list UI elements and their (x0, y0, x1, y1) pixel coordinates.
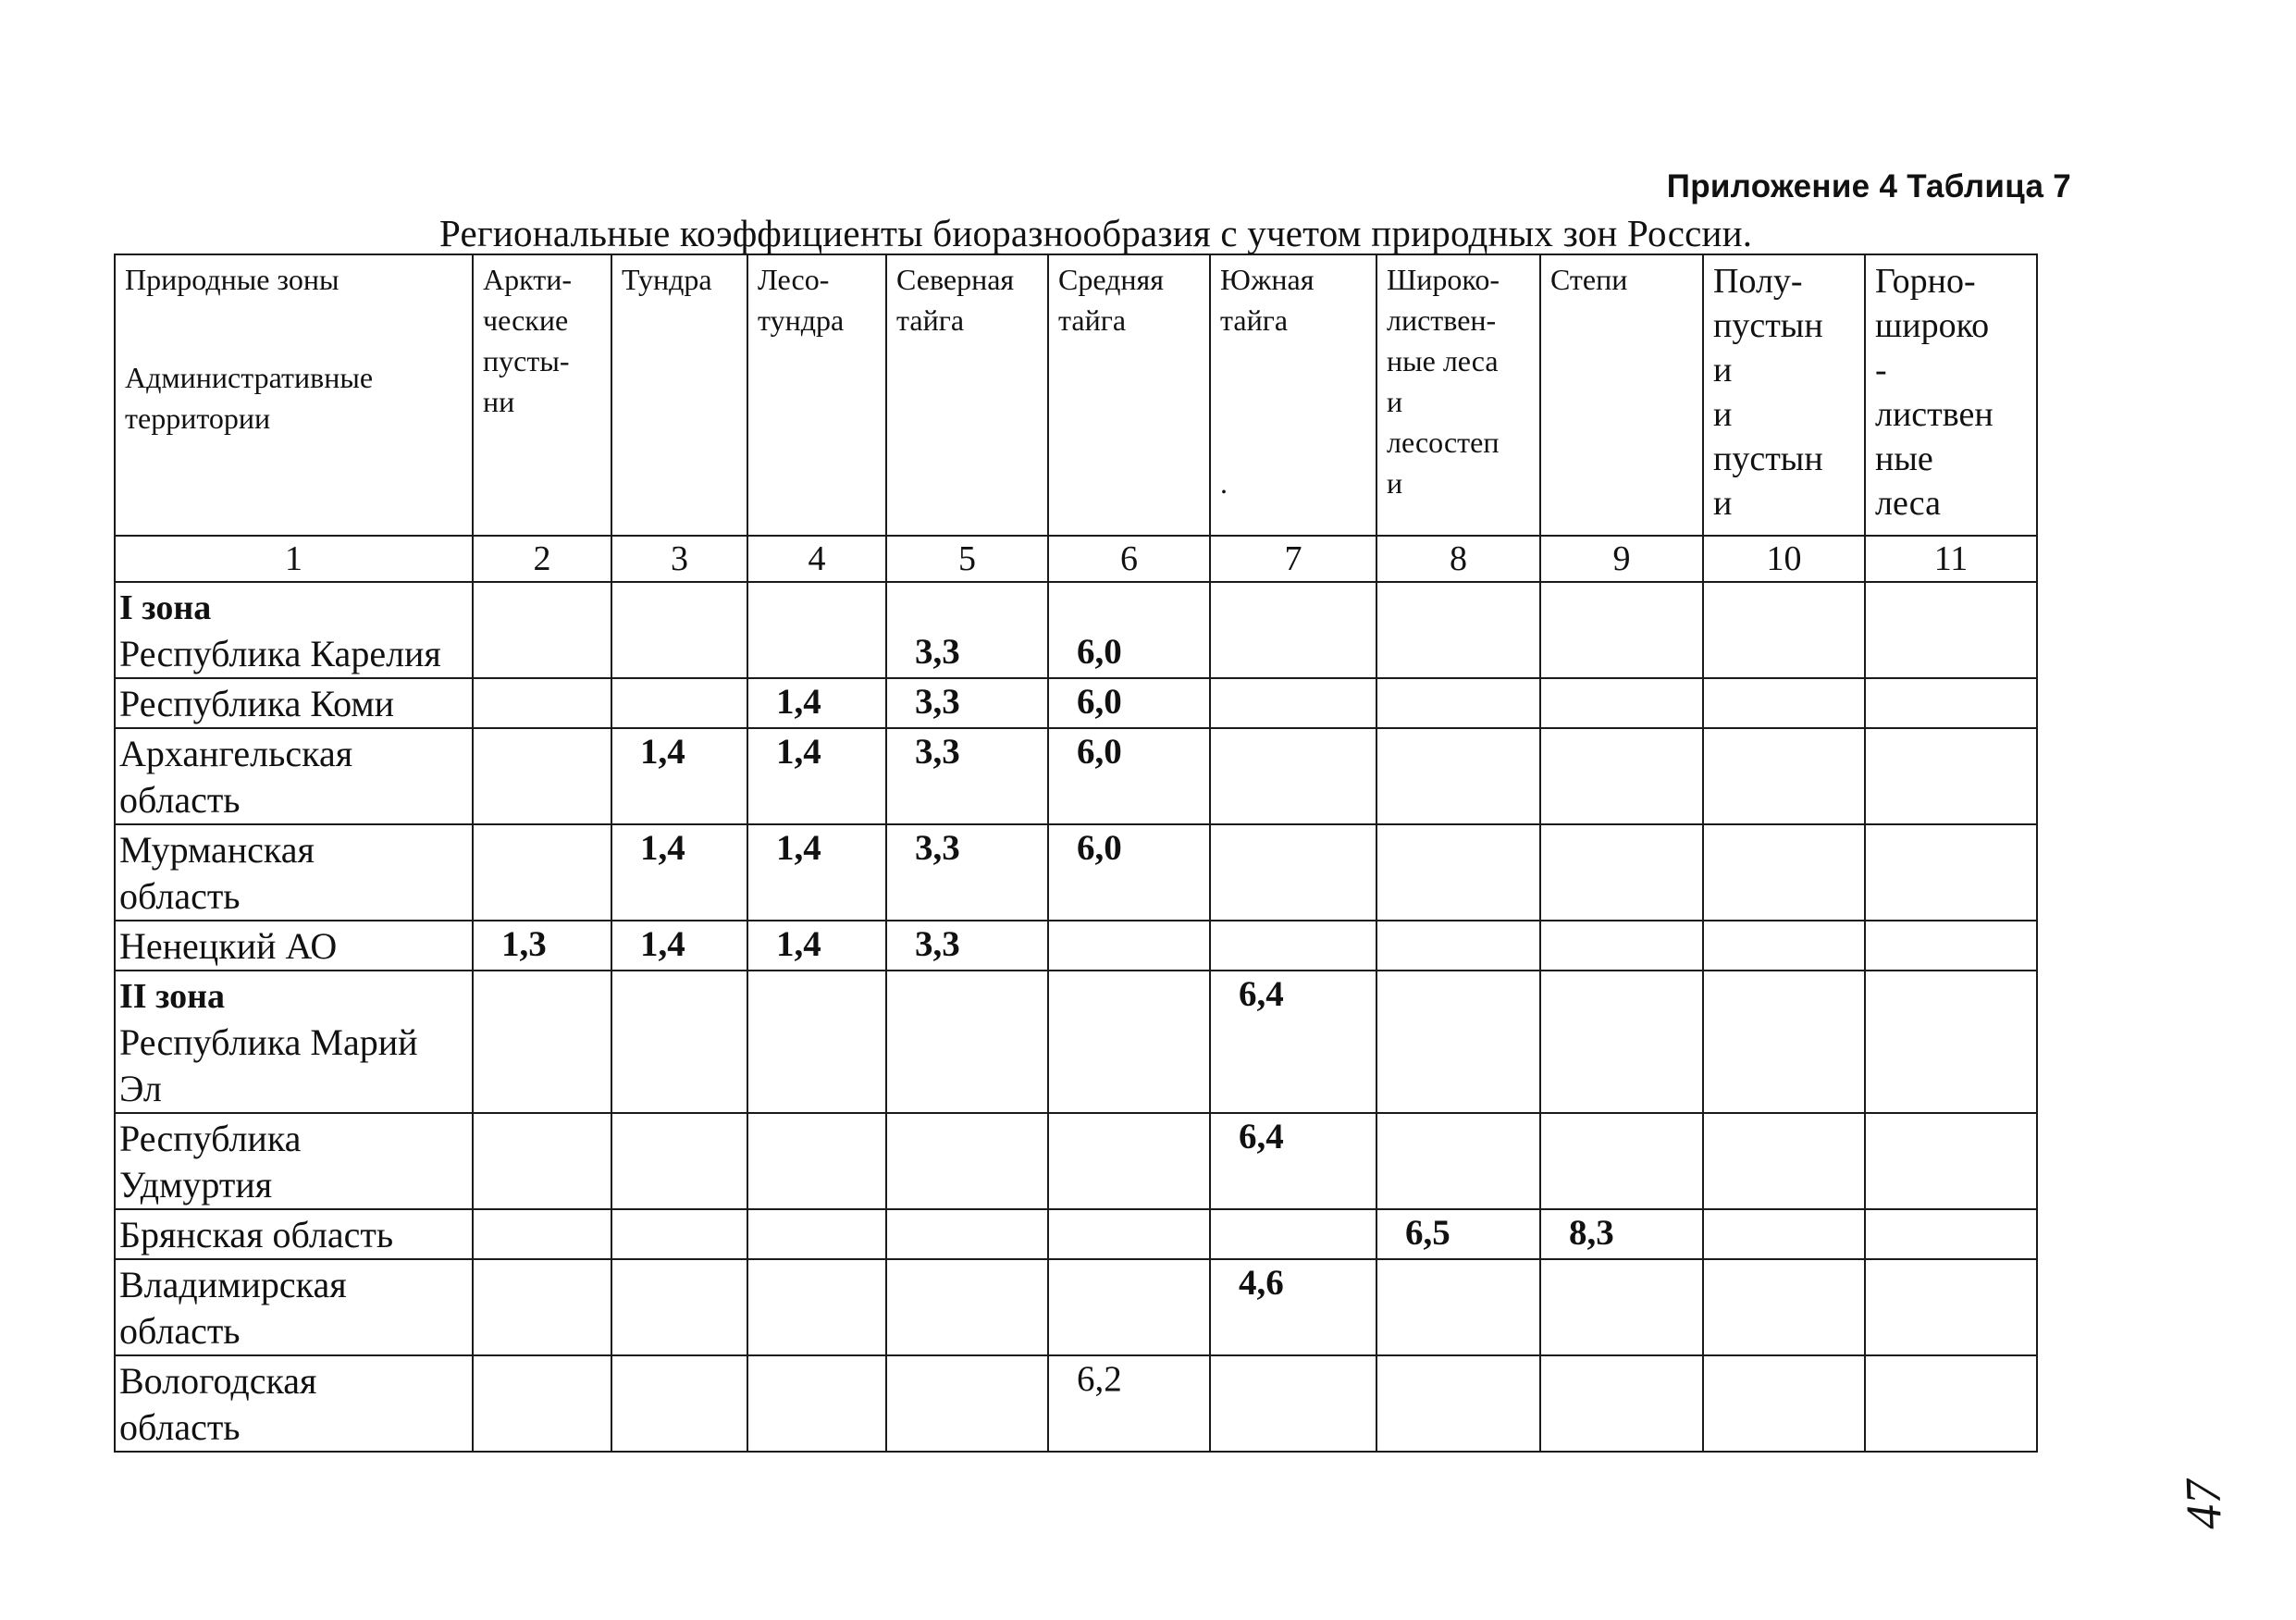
territory-cell (115, 921, 473, 971)
coefficient-cell (1376, 971, 1540, 1113)
table-row (115, 971, 2037, 1113)
coefficient-value: 3,3 (915, 632, 960, 672)
coefficient-cell (747, 921, 886, 971)
column-number: 1 (115, 536, 473, 582)
column-number: 8 (1376, 536, 1540, 582)
coefficient-cell (886, 1209, 1048, 1259)
coefficient-cell (886, 582, 1048, 678)
coefficient-value: 6,0 (1077, 732, 1122, 772)
coefficient-cell (1703, 1259, 1865, 1355)
corner-top-label: Природные зоны (125, 263, 339, 296)
coefficient-cell (1540, 678, 1703, 728)
table-row (115, 824, 2037, 921)
coefficient-cell (1210, 824, 1376, 921)
coefficient-cell (611, 678, 747, 728)
column-header: Средняя тайга (1048, 254, 1210, 536)
coefficient-cell (1540, 1355, 1703, 1452)
column-number: 3 (611, 536, 747, 582)
coefficient-cell (1540, 582, 1703, 678)
coefficient-cell (1048, 1113, 1210, 1209)
territory-cell (115, 1355, 473, 1452)
coefficient-value: 1,4 (640, 924, 685, 964)
coefficient-value: 6,2 (1077, 1359, 1122, 1399)
coefficient-cell (1048, 1209, 1210, 1259)
coefficient-cell (1048, 824, 1210, 921)
coefficient-cell (473, 1113, 611, 1209)
coefficient-value: 6,4 (1239, 974, 1284, 1014)
coefficient-cell (473, 582, 611, 678)
coefficient-cell (473, 1355, 611, 1452)
coefficient-value: 1,4 (776, 924, 821, 964)
coefficient-cell (1210, 921, 1376, 971)
coefficient-cell (1376, 1209, 1540, 1259)
territory-name: Ненецкий АО (119, 925, 338, 967)
column-header: Широко- листвен- ные леса и лесостеп и (1376, 254, 1540, 536)
coefficient-cell (1865, 678, 2037, 728)
territory-name: Вологодская область (119, 1360, 317, 1448)
coefficient-cell (1865, 728, 2037, 824)
corner-cell (115, 254, 473, 536)
coefficient-cell (1210, 728, 1376, 824)
corner-bottom-label: Административные территории (125, 361, 374, 435)
coefficients-table (114, 254, 2038, 1453)
territory-cell (115, 582, 473, 678)
coefficient-cell (1210, 1113, 1376, 1209)
table-row (115, 1209, 2037, 1259)
coefficient-value: 6,0 (1077, 632, 1122, 672)
coefficient-cell (1048, 1355, 1210, 1452)
column-number: 4 (747, 536, 886, 582)
coefficient-cell (1376, 1355, 1540, 1452)
coefficient-value: 6,4 (1239, 1117, 1284, 1156)
table-row (115, 582, 2037, 678)
territory-name: Республика Удмуртия (119, 1118, 302, 1206)
territory-name: Мурманская область (119, 829, 315, 917)
column-number: 5 (886, 536, 1048, 582)
column-header: Северная тайга (886, 254, 1048, 536)
coefficient-cell (611, 921, 747, 971)
coefficient-cell (1376, 824, 1540, 921)
coefficient-cell (747, 1209, 886, 1259)
coefficient-cell (473, 824, 611, 921)
coefficient-cell (611, 824, 747, 921)
page-number: 47 (2175, 1478, 2232, 1531)
column-header: Тундра (611, 254, 747, 536)
coefficient-cell (611, 1209, 747, 1259)
coefficient-value: 3,3 (915, 828, 960, 868)
coefficient-cell (473, 1209, 611, 1259)
column-header: Лесо- тундра (747, 254, 886, 536)
coefficient-cell (1048, 1259, 1210, 1355)
coefficient-cell (1703, 971, 1865, 1113)
coefficient-value: 3,3 (915, 682, 960, 722)
coefficient-cell (473, 971, 611, 1113)
coefficient-value: 1,4 (776, 732, 821, 772)
coefficient-cell (1210, 582, 1376, 678)
coefficient-cell (1865, 824, 2037, 921)
table-row (115, 1355, 2037, 1452)
coefficient-cell (1703, 921, 1865, 971)
coefficient-cell (611, 1113, 747, 1209)
coefficient-cell (1703, 728, 1865, 824)
coefficient-cell (747, 971, 886, 1113)
coefficient-value: 3,3 (915, 924, 960, 964)
coefficient-cell (747, 582, 886, 678)
coefficient-cell (1540, 1209, 1703, 1259)
column-number: 9 (1540, 536, 1703, 582)
coefficient-cell (886, 1259, 1048, 1355)
coefficient-cell (1210, 1259, 1376, 1355)
territory-name: Владимирская область (119, 1264, 347, 1352)
coefficient-cell (1210, 1209, 1376, 1259)
coefficient-cell (1210, 971, 1376, 1113)
coefficient-cell (611, 1259, 747, 1355)
territory-cell (115, 728, 473, 824)
coefficient-cell (747, 824, 886, 921)
territory-cell (115, 1259, 473, 1355)
coefficient-cell (886, 971, 1048, 1113)
coefficient-cell (1703, 824, 1865, 921)
coefficient-value: 8,3 (1569, 1213, 1614, 1253)
coefficient-cell (1703, 1355, 1865, 1452)
coefficient-cell (1376, 1259, 1540, 1355)
territory-cell (115, 1113, 473, 1209)
coefficient-value: 4,6 (1239, 1263, 1284, 1303)
coefficient-value: 1,4 (640, 828, 685, 868)
coefficient-cell (1865, 1209, 2037, 1259)
coefficient-cell (886, 921, 1048, 971)
coefficient-cell (1540, 921, 1703, 971)
coefficient-value: 1,3 (501, 924, 547, 964)
coefficient-cell (611, 971, 747, 1113)
coefficient-cell (1865, 1259, 2037, 1355)
coefficient-value: 6,0 (1077, 828, 1122, 868)
coefficient-value: 1,4 (776, 682, 821, 722)
territory-cell (115, 678, 473, 728)
coefficient-cell (1703, 678, 1865, 728)
table-row (115, 921, 2037, 971)
appendix-label: Приложение 4 Таблица 7 (1666, 168, 2071, 204)
coefficient-cell (1703, 582, 1865, 678)
coefficient-cell (1540, 728, 1703, 824)
territory-name: Республика Карелия (119, 633, 441, 674)
coefficient-cell (747, 1259, 886, 1355)
zone-label: II зона (119, 977, 226, 1016)
column-number: 6 (1048, 536, 1210, 582)
territory-cell (115, 1209, 473, 1259)
coefficient-cell (473, 1259, 611, 1355)
coefficient-cell (1540, 1113, 1703, 1209)
coefficient-cell (1048, 582, 1210, 678)
territory-name: Республика Марий Эл (119, 1021, 418, 1109)
coefficient-cell (611, 728, 747, 824)
column-header: Южная тайга . (1210, 254, 1376, 536)
coefficient-value: 1,4 (776, 828, 821, 868)
table-row (115, 728, 2037, 824)
territory-cell (115, 971, 473, 1113)
coefficient-value: 1,4 (640, 732, 685, 772)
coefficient-cell (1865, 582, 2037, 678)
coefficient-cell (1048, 971, 1210, 1113)
coefficient-cell (747, 1113, 886, 1209)
column-header: Полу- пустын и и пустын и (1703, 254, 1865, 536)
coefficient-cell (1048, 678, 1210, 728)
table-row (115, 678, 2037, 728)
coefficient-cell (886, 1113, 1048, 1209)
coefficient-cell (1540, 971, 1703, 1113)
table-row (115, 1259, 2037, 1355)
column-header: Горно- широко - листвен ные леса (1865, 254, 2037, 536)
coefficient-cell (1865, 921, 2037, 971)
coefficient-cell (886, 824, 1048, 921)
coefficient-cell (1865, 1113, 2037, 1209)
coefficient-cell (747, 678, 886, 728)
coefficient-cell (747, 1355, 886, 1452)
coefficient-cell (1703, 1113, 1865, 1209)
coefficient-cell (473, 728, 611, 824)
coefficient-cell (611, 582, 747, 678)
coefficient-cell (886, 728, 1048, 824)
territory-name: Архангельская область (119, 733, 353, 821)
zone-label: I зона (119, 588, 212, 627)
territory-cell (115, 824, 473, 921)
coefficient-cell (1540, 824, 1703, 921)
coefficient-value: 6,0 (1077, 682, 1122, 722)
coefficient-cell (1376, 678, 1540, 728)
coefficient-cell (1376, 582, 1540, 678)
coefficient-cell (611, 1355, 747, 1452)
column-number-row (115, 536, 2037, 582)
coefficient-cell (1865, 971, 2037, 1113)
coefficient-cell (1376, 921, 1540, 971)
coefficient-cell (886, 678, 1048, 728)
coefficient-cell (1376, 1113, 1540, 1209)
table-title: Региональные коэффициенты биоразнообразия с учетом природных зон России. (439, 212, 1753, 254)
column-header: Степи (1540, 254, 1703, 536)
coefficient-cell (1048, 921, 1210, 971)
coefficient-cell (1540, 1259, 1703, 1355)
coefficient-value: 6,5 (1405, 1213, 1450, 1253)
coefficient-cell (1210, 1355, 1376, 1452)
coefficient-cell (1210, 678, 1376, 728)
territory-name: Брянская область (119, 1214, 394, 1255)
territory-name: Республика Коми (119, 683, 395, 724)
column-header: Аркти- ческие пусты- ни (473, 254, 611, 536)
table-row (115, 1113, 2037, 1209)
coefficient-cell (473, 678, 611, 728)
header-row (115, 254, 2037, 536)
column-number: 2 (473, 536, 611, 582)
coefficient-cell (747, 728, 886, 824)
coefficient-cell (1048, 728, 1210, 824)
coefficient-cell (1865, 1355, 2037, 1452)
coefficient-cell (1376, 728, 1540, 824)
column-number: 11 (1865, 536, 2037, 582)
column-number: 10 (1703, 536, 1865, 582)
coefficient-value: 3,3 (915, 732, 960, 772)
column-number: 7 (1210, 536, 1376, 582)
coefficient-cell (886, 1355, 1048, 1452)
coefficient-cell (473, 921, 611, 971)
coefficient-cell (1703, 1209, 1865, 1259)
